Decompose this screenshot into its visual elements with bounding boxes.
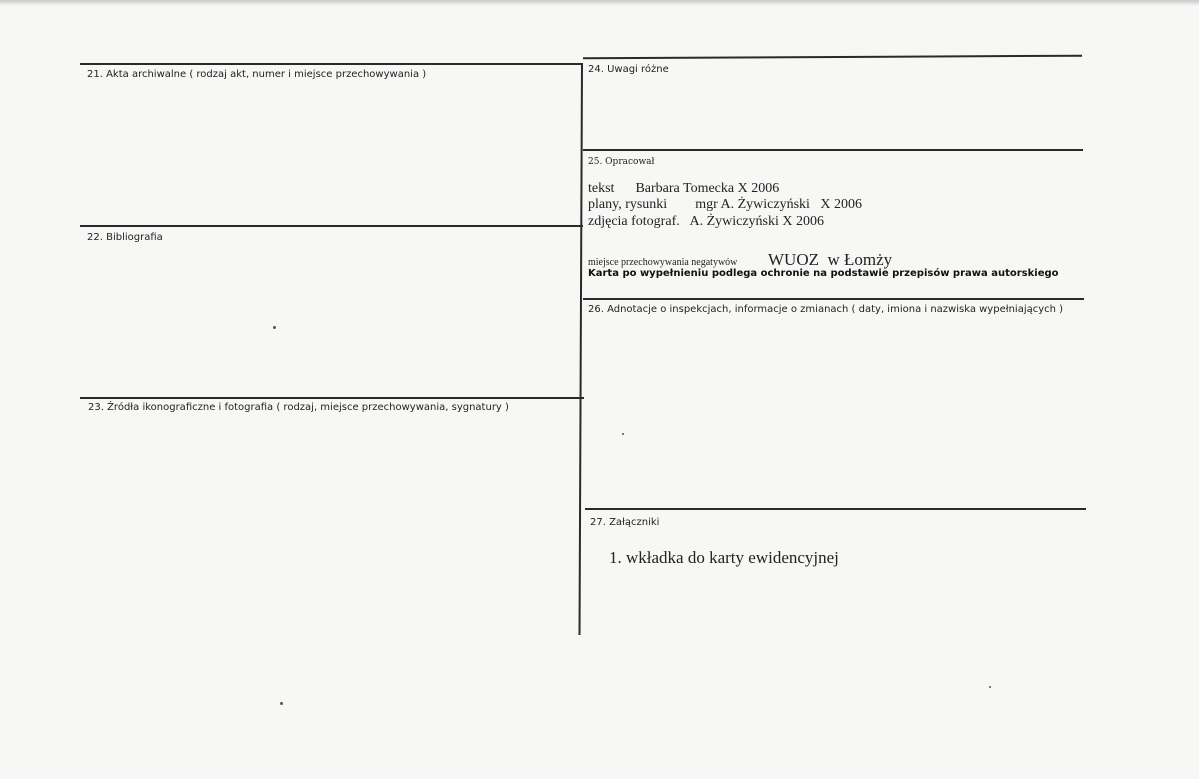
scan-speck — [622, 433, 624, 435]
scan-edge — [0, 0, 1199, 6]
rule-23 — [80, 397, 584, 399]
scan-speck — [989, 686, 991, 688]
rule-22 — [80, 225, 583, 227]
author-text-row: tekst Barbara Tomecka X 2006 — [588, 181, 780, 196]
section-25-label: 25. Opracował — [588, 157, 655, 167]
negatives-label: miejsce przechowywania negatywów — [588, 257, 738, 268]
rule-top-left — [80, 63, 583, 65]
section-26-label: 26. Adnotacje o inspekcjach, informacje o zmianach ( daty, imiona i nazwiska wypełniających ) — [588, 304, 1064, 315]
copyright-note: Karta po wypełnieniu podlega ochronie na podstawie przepisów prawa autorskiego — [588, 268, 1059, 279]
scan-speck — [273, 326, 276, 329]
rule-25 — [583, 149, 1083, 151]
negatives-value: WUOZ w Łomży — [768, 250, 893, 269]
scan-speck — [280, 702, 283, 705]
column-divider — [579, 63, 583, 635]
section-22-label: 22. Bibliografia — [87, 232, 163, 243]
section-24-label: 24. Uwagi różne — [588, 64, 669, 75]
attachment-item: 1. wkładka do karty ewidencyjnej — [609, 548, 839, 567]
author-photos-row: zdjęcia fotograf. A. Żywiczyński X 2006 — [588, 214, 824, 229]
rule-27 — [585, 508, 1086, 510]
rule-26 — [583, 298, 1084, 300]
rule-top-right — [583, 55, 1082, 60]
author-plans-row: plany, rysunki mgr A. Żywiczyński X 2006 — [588, 197, 863, 212]
section-23-label: 23. Źródła ikonograficzne i fotografia ( rodzaj, miejsce przechowywania, sygnatury ) — [88, 402, 509, 413]
section-21-label: 21. Akta archiwalne ( rodzaj akt, numer i miejsce przechowywania ) — [87, 69, 427, 80]
section-27-label: 27. Załączniki — [590, 517, 660, 528]
